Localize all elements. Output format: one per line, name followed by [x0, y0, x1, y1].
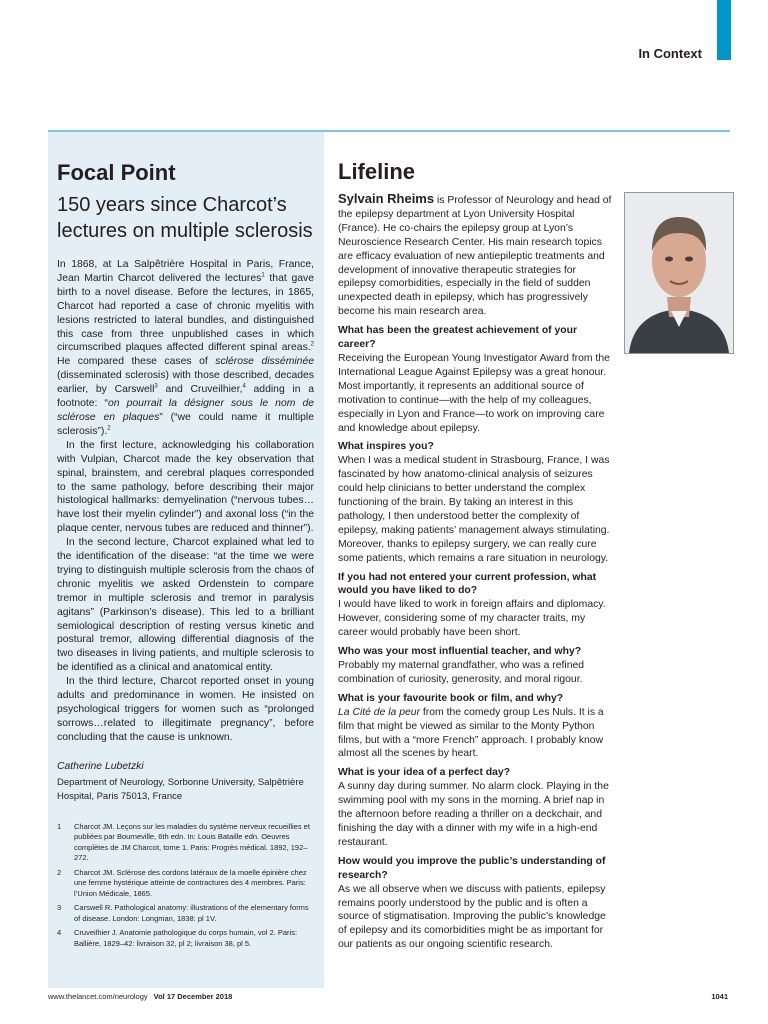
reference-text: Charcot JM. Leçons sur les maladies du système nerveux recueillies et publiées par Bourneville, 6th edn. In: Louis Bataille edn. Oeuvres complètes de JM Charcot, tome 1. Paris: Progrès médical. 1892, 192–272.	[74, 821, 310, 863]
qa-item	[338, 766, 616, 849]
question: What is your idea of a perfect day?	[338, 767, 511, 779]
reference-item	[57, 928, 314, 949]
reference-text: Charcot JM. Sclérose des cordons latéraux de la moelle épinière chez une femme hystérique atteinte de contractures des 4 membres. Paris: l’Union Médicale, 1865.	[74, 867, 307, 898]
answer: La Cité de la peur from the comedy group Les Nuls. It is a film that might be viewed as similar to the Monty Python films, but with a “more French” approach. I probably know almost all the scenes by heart.	[338, 706, 604, 760]
reference-number: 4	[57, 928, 62, 938]
answer: Probably my maternal grandfather, who was a refined combination of curiosity, generosity, and moral rigour.	[338, 660, 585, 685]
lifeline-intro	[338, 192, 616, 319]
body-paragraph: In the third lecture, Charcot reported onset in young adults and predominance in women. He insisted on psychological triggers for women such as “prolonged sorrows…related to illegitimate pregnancy”, before concluding that the cause is unknown.	[57, 676, 314, 743]
footer-url[interactable]: www.thelancet.com/neurology	[48, 992, 148, 1001]
qa-item	[338, 571, 616, 641]
answer: I would have liked to work in foreign affairs and diplomacy. However, considering some of my character traits, my career would probably have been short.	[338, 599, 606, 639]
focal-point-panel	[48, 132, 324, 988]
reference-number: 3	[57, 903, 62, 913]
focal-point-body	[57, 258, 314, 745]
page-number: 1041	[711, 992, 728, 1001]
qa-item	[338, 324, 616, 435]
reference-number: 1	[57, 821, 62, 831]
question: Who was your most influential teacher, and why?	[338, 646, 582, 658]
interviewee-bio: is Professor of Neurology and head of the epilepsy department at Lyon University Hospital (France). He co-chairs the epilepsy group at Lyon’s Neuroscience Research Center. His main research topics are efficacy evaluation of new antiepileptic treatments and development of innovative therapeutic strategies for epilepsy comorbidities, especially in the field of sudden unexpected death in epilepsy, which has progressively become his main research area.	[338, 195, 612, 318]
question: What is your favourite book or film, and why?	[338, 692, 564, 704]
answer: Receiving the European Young Investigator Award from the International League Against Epilepsy was a great honour. Most importantly, it represents an additional source of motivation to continue—with the help of my colleagues, especially in Lyon and France—to work on improving care and knowledge about epilepsy.	[338, 352, 610, 434]
qa-item	[338, 692, 616, 762]
portrait-icon	[625, 193, 733, 353]
section-label: In Context	[638, 46, 702, 61]
reference-item	[57, 822, 314, 864]
body-paragraph: In the first lecture, acknowledging his collaboration with Vulpian, Charcot made the key observation that spinal, brainstem, and cerebral plaques corresponded to the same pathology, before describing their major histological hallmarks: demyelination (“nervous tubes… have lost their myelin cylinder”) and axonal loss (“in the plaque center, nervous tubes are reduced and thinner”).	[57, 439, 314, 535]
reference-text: Carswell R. Pathological anatomy: illustrations of the elementary forms of disease. London: Longman, 1838: pl 1V.	[74, 903, 309, 923]
question: If you had not entered your current profession, what would you have liked to do?	[338, 571, 597, 597]
body-paragraph: In the second lecture, Charcot explained what led to the identification of the disease: “at the time we were trying to distinguish multiple sclerosis from the chaos of chronic myelitis we asked Ordenstein to compare tremor in multiple sclerosis and tremor in paralysis agitans” (Parkinson’s disease). This led to a brilliant semiological description of resting versus kinetic and postural tremor, allowing differential diagnosis of the two diseases in living patients, and multiple sclerosis to be identified as a clinical and anatomical entity.	[57, 537, 314, 674]
reference-item	[57, 868, 314, 900]
answer: As we all observe when we discuss with patients, epilepsy remains poorly understood by the public and is often a source of stigmatisation. Improving the public’s knowledge of epilepsy and its comorbidities might be as important for our patients as our ongoing scientific research.	[338, 883, 606, 951]
author-affiliation: Department of Neurology, Sorbonne University, Salpêtrière Hospital, Paris 75013, France	[57, 776, 304, 802]
focal-point-heading: Focal Point	[57, 160, 176, 185]
reference-text: Cruveilhier J. Anatomie pathologique du corps humain, vol 2. Paris: Ballière, 1829–42: livraison 32, pl 2; livraison 38, pl 5.	[74, 928, 298, 948]
qa-list	[338, 324, 616, 952]
reference-item	[57, 903, 314, 924]
qa-item	[338, 645, 616, 687]
footer-journal	[48, 992, 232, 1001]
question: How would you improve the public’s understanding of research?	[338, 855, 606, 881]
lifeline-section	[338, 132, 616, 952]
reference-number: 2	[57, 867, 62, 877]
author-name: Catherine Lubetzki	[57, 760, 144, 772]
qa-item	[338, 440, 616, 565]
question: What has been the greatest achievement of your career?	[338, 325, 578, 351]
qa-item	[338, 855, 616, 952]
accent-bar	[717, 0, 731, 60]
lifeline-heading: Lifeline	[338, 159, 416, 184]
focal-point-subheading: 150 years since Charcot’s lectures on multiple sclerosis	[57, 194, 313, 242]
answer: A sunny day during summer. No alarm clock. Playing in the swimming pool with my sons in the morning. A brief nap in the afternoon before reading a thriller on a deckchair, and finishing the day with a dinner with my wife in a high-end restaurant.	[338, 781, 609, 848]
answer: When I was a medical student in Strasbourg, France, I was fascinated by how anatomo-clinical analysis of seizures could help clinicians to better understand the complex functioning of the brain. By taking an interest in this pathology, I then understood better the complexity of epilepsy, making patients’ management always stimulating. Moreover, thanks to epilepsy surgery, we can really cure some patients, which remains a rare situation in neurology.	[338, 455, 610, 564]
reference-list	[57, 822, 314, 950]
footer-issue: Vol 17 December 2018	[153, 992, 233, 1001]
question: What inspires you?	[338, 441, 434, 453]
interviewee-name: Sylvain Rheims	[338, 191, 435, 206]
body-paragraph: In 1868, at La Salpêtrière Hospital in Paris, France, Jean Martin Charcot delivered the lectures$^1$ that gave birth to a novel disease. Before the lectures, in 1865, Charcot had reported a case of chronic myelitis with lesions restricted to lateral bundles, and distinguished this case from three unpublished cases in which circumscribed plaques affected different spinal areas.$^2$ He compared these cases of sclérose disséminée (disseminated sclerosis) with those described, decades earlier, by Carswell$^3$ and Cruveilhier,$^4$ adding in a footnote: “on pourrait la désigner sous le nom de sclérose en plaques” (“we could name it multiple sclerosis”).$^2$	[57, 259, 315, 437]
portrait-photo	[624, 192, 734, 354]
